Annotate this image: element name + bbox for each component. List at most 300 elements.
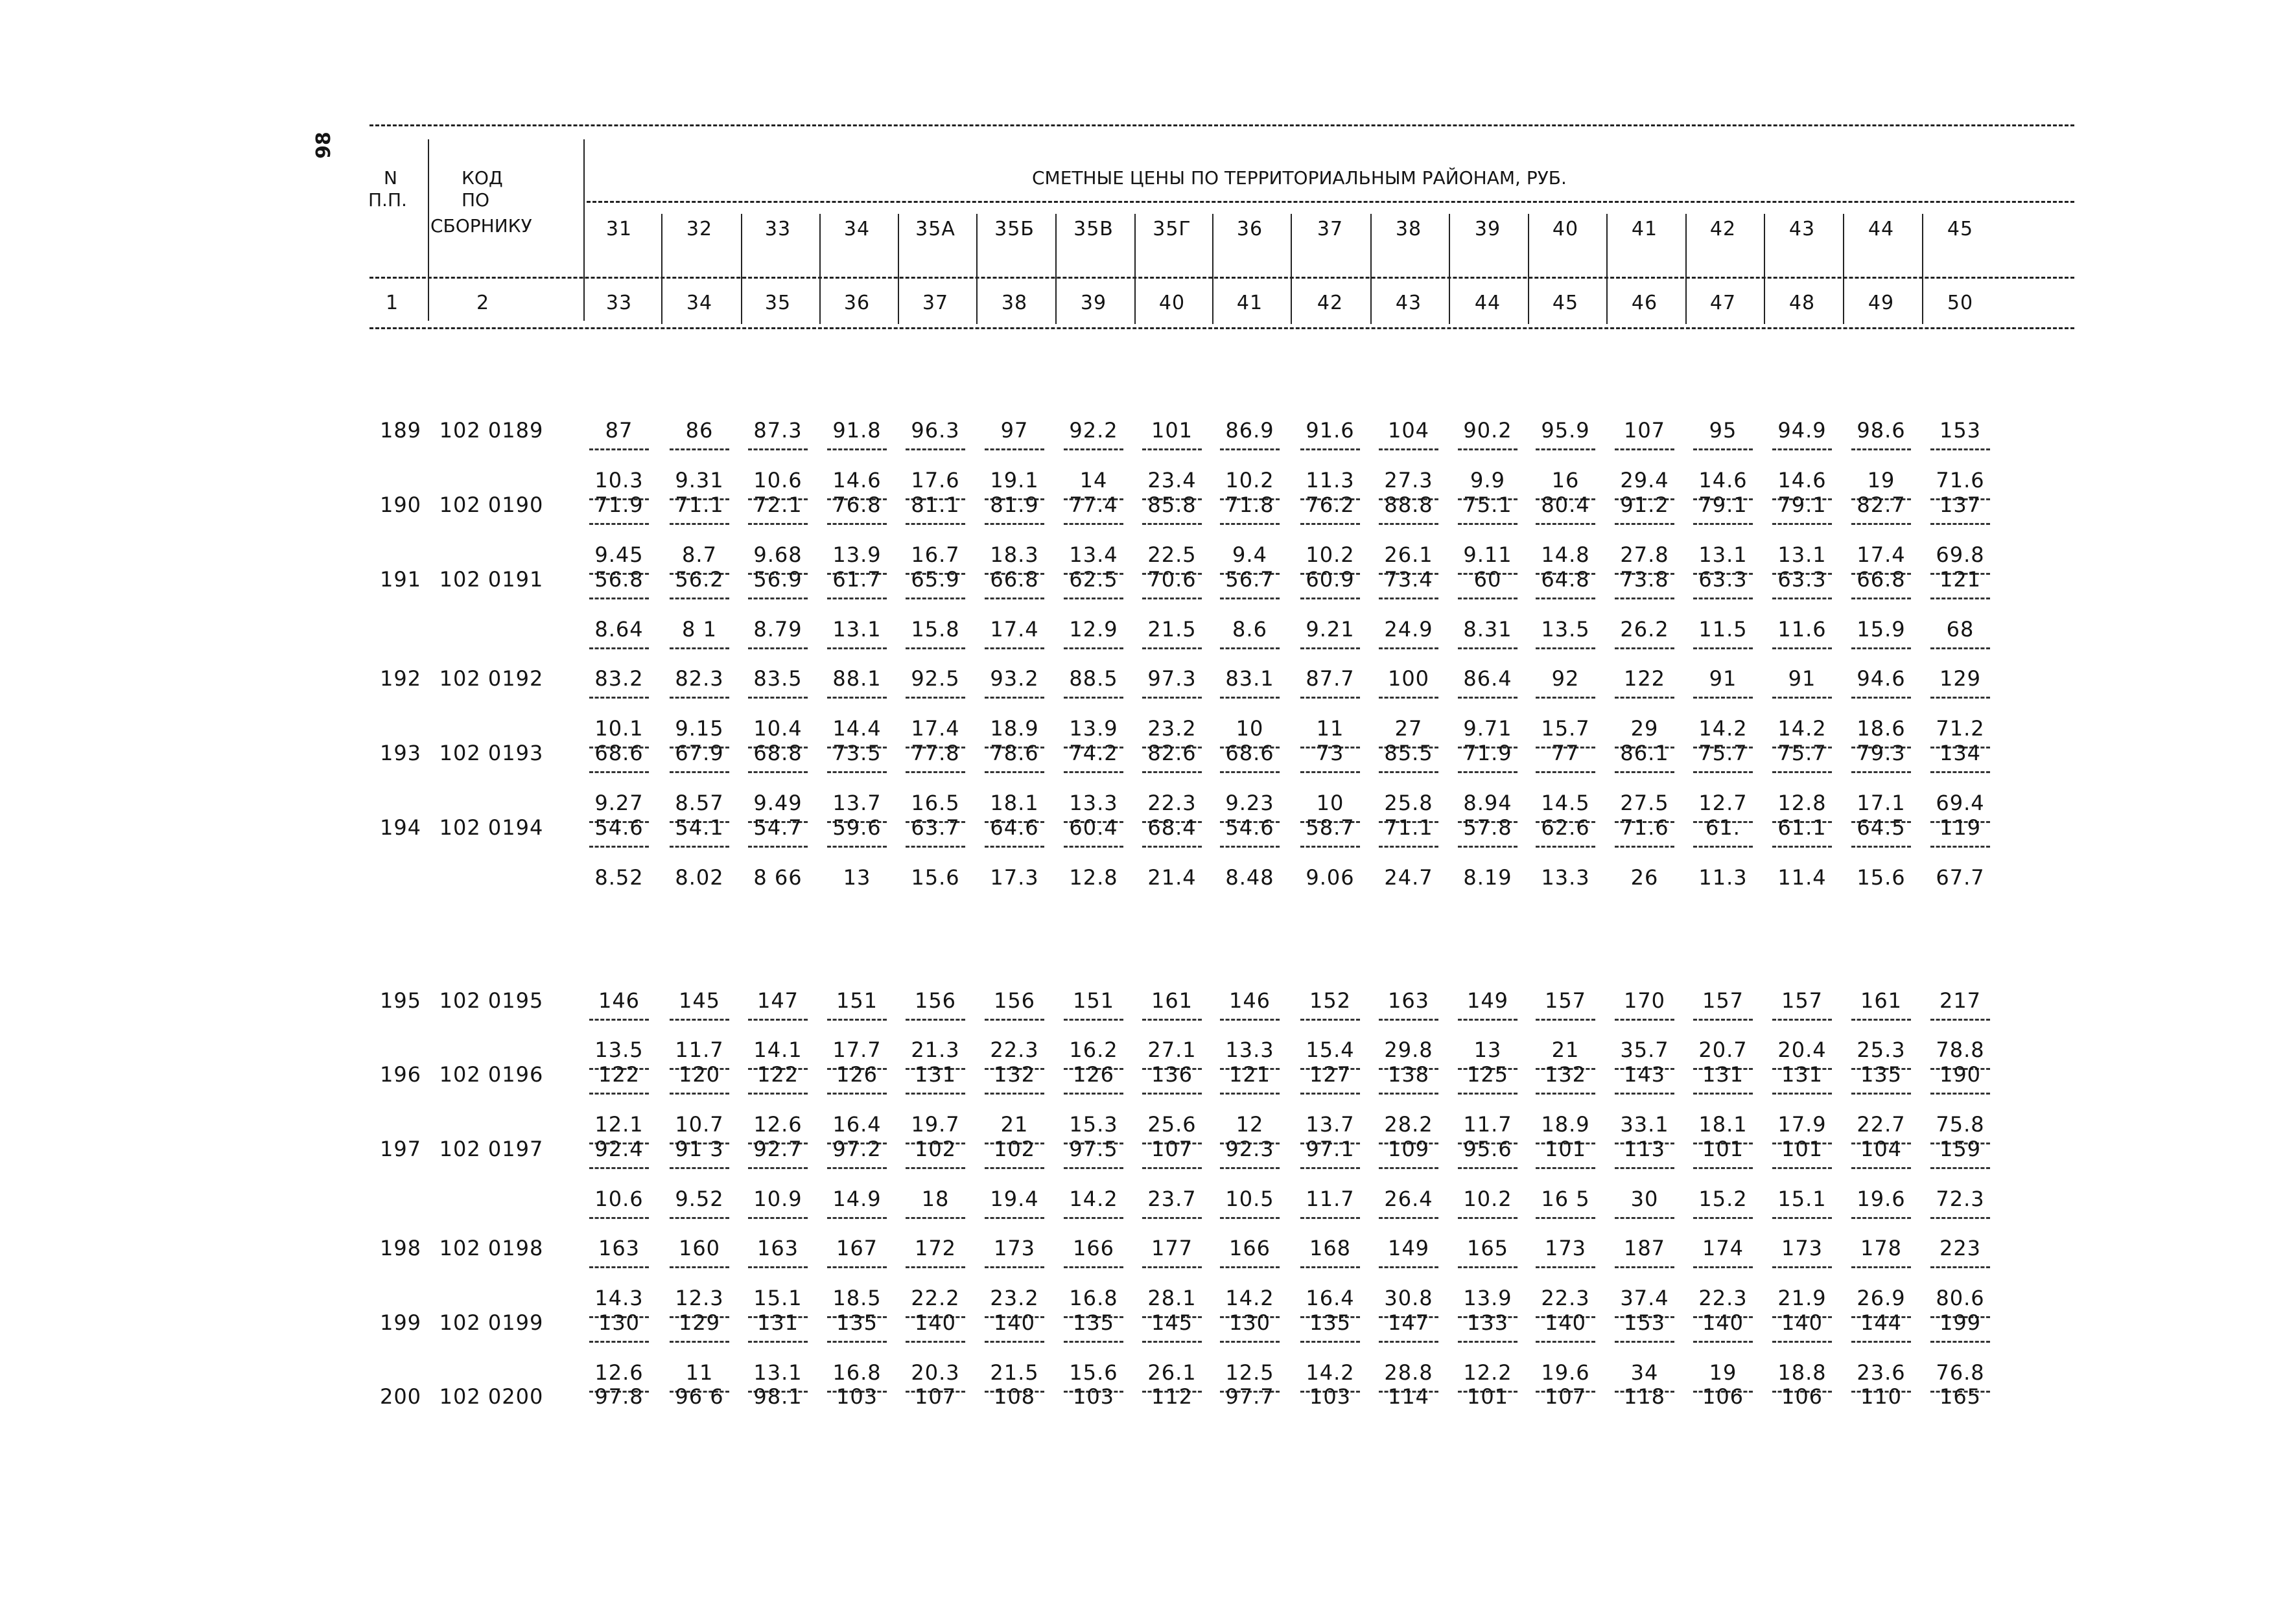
value-dash-separator — [1930, 1167, 1990, 1169]
value-dash-separator — [1300, 1167, 1360, 1169]
table-cell: 19.6 — [1857, 1187, 1906, 1211]
table-cell: 17.3 — [990, 865, 1039, 890]
table-cell: 13.4 — [1069, 542, 1118, 567]
header-column-divider — [1449, 214, 1450, 324]
table-cell: 9.4 — [1232, 542, 1267, 567]
table-cell: 161 — [1151, 988, 1193, 1013]
table-cell: 13.3 — [1225, 1038, 1274, 1062]
row-number: 192 — [379, 666, 422, 691]
table-cell: 92.7 — [753, 1137, 803, 1161]
table-cell: 75.1 — [1463, 493, 1512, 517]
table-cell: 86.4 — [1463, 666, 1512, 691]
table-cell: 11.3 — [1306, 468, 1355, 493]
value-dash-separator — [906, 597, 965, 599]
table-cell: 107 — [1544, 1384, 1587, 1409]
value-dash-separator — [985, 523, 1044, 525]
value-dash-separator — [1772, 1019, 1832, 1021]
value-dash-separator — [1772, 1093, 1832, 1095]
table-cell: 120 — [678, 1062, 721, 1087]
value-dash-separator — [1693, 1341, 1753, 1343]
table-cell: 92.5 — [911, 666, 960, 691]
table-cell: 190 — [1939, 1062, 1982, 1087]
value-dash-separator — [985, 1217, 1044, 1219]
value-dash-separator — [1064, 523, 1123, 525]
table-cell: 22.2 — [911, 1286, 960, 1310]
table-cell: 21.9 — [1777, 1286, 1827, 1310]
table-cell: 71.8 — [1225, 493, 1274, 517]
table-cell: 166 — [1228, 1236, 1271, 1260]
value-dash-separator — [1458, 846, 1517, 848]
value-dash-separator — [1142, 647, 1202, 649]
table-cell: 14.3 — [594, 1286, 644, 1310]
table-cell: 94.9 — [1777, 418, 1827, 443]
header-column-divider — [741, 214, 742, 324]
table-cell: 75.7 — [1777, 741, 1827, 765]
table-cell: 25.6 — [1147, 1112, 1197, 1137]
index-row-cell: 34 — [686, 292, 713, 314]
table-cell: 14.8 — [1541, 542, 1590, 567]
table-cell: 163 — [756, 1236, 799, 1260]
value-dash-separator — [906, 1019, 965, 1021]
table-cell: 174 — [1702, 1236, 1744, 1260]
table-cell: 13.9 — [832, 542, 882, 567]
value-dash-separator — [1930, 1093, 1990, 1095]
table-cell: 19 — [1867, 468, 1895, 493]
table-cell: 29 — [1630, 716, 1659, 741]
table-cell: 12.9 — [1069, 617, 1118, 642]
value-dash-separator — [1458, 448, 1517, 450]
table-cell: 8.94 — [1463, 791, 1512, 815]
value-dash-separator — [1300, 771, 1360, 773]
table-cell: 10.5 — [1225, 1187, 1274, 1211]
value-dash-separator — [670, 846, 729, 848]
table-cell: 145 — [1151, 1310, 1193, 1335]
value-dash-separator — [1458, 1217, 1517, 1219]
table-cell: 106 — [1781, 1384, 1823, 1409]
table-cell: 66.8 — [1857, 567, 1906, 592]
table-cell: 8.19 — [1463, 865, 1512, 890]
index-row-cell: 42 — [1317, 292, 1344, 314]
district-column-header: 44 — [1868, 218, 1895, 240]
row-code: 102 0193 — [439, 741, 544, 765]
value-dash-separator — [1220, 1341, 1280, 1343]
table-cell: 11.7 — [1306, 1187, 1355, 1211]
table-cell: 92.4 — [594, 1137, 644, 1161]
table-cell: 10 — [1236, 716, 1264, 741]
district-column-header: 43 — [1788, 218, 1816, 240]
value-dash-separator — [827, 448, 887, 450]
table-cell: 144 — [1860, 1310, 1903, 1335]
value-dash-separator — [748, 1217, 808, 1219]
value-dash-separator — [589, 1341, 649, 1343]
value-dash-separator — [1851, 1341, 1911, 1343]
table-cell: 8.52 — [594, 865, 644, 890]
table-cell: 15.3 — [1069, 1112, 1118, 1137]
table-cell: 13.5 — [1541, 617, 1590, 642]
table-cell: 9.23 — [1225, 791, 1274, 815]
table-cell: 146 — [598, 988, 640, 1013]
table-cell: 68 — [1946, 617, 1974, 642]
table-cell: 14.2 — [1069, 1187, 1118, 1211]
value-dash-separator — [1615, 1167, 1674, 1169]
header-column-divider — [1528, 214, 1529, 324]
table-cell: 12.7 — [1698, 791, 1748, 815]
table-cell: 16.2 — [1069, 1038, 1118, 1062]
table-cell: 94.6 — [1857, 666, 1906, 691]
table-cell: 114 — [1387, 1384, 1430, 1409]
table-cell: 157 — [1544, 988, 1587, 1013]
table-cell: 79.3 — [1857, 741, 1906, 765]
table-cell: 71.1 — [1384, 815, 1433, 840]
row-number: 191 — [379, 567, 422, 592]
table-cell: 82.6 — [1147, 741, 1197, 765]
row-number: 193 — [379, 741, 422, 765]
value-dash-separator — [906, 1167, 965, 1169]
value-dash-separator — [1615, 523, 1674, 525]
value-dash-separator — [1536, 448, 1595, 450]
table-cell: 27.5 — [1620, 791, 1669, 815]
header-column-divider — [819, 214, 821, 324]
table-cell: 18.9 — [990, 716, 1039, 741]
row-code: 102 0190 — [439, 493, 544, 517]
value-dash-separator — [1300, 1266, 1360, 1268]
value-dash-separator — [589, 523, 649, 525]
table-cell: 91 — [1788, 666, 1816, 691]
value-dash-separator — [1772, 647, 1832, 649]
table-cell: 87 — [605, 418, 633, 443]
row-number: 194 — [379, 815, 422, 840]
table-cell: 80.6 — [1936, 1286, 1985, 1310]
value-dash-separator — [1851, 523, 1911, 525]
table-cell: 57.8 — [1463, 815, 1512, 840]
district-column-header: 38 — [1395, 218, 1422, 240]
value-dash-separator — [1064, 647, 1123, 649]
table-cell: 10.3 — [594, 468, 644, 493]
table-cell: 199 — [1939, 1310, 1982, 1335]
table-cell: 68.6 — [1225, 741, 1274, 765]
value-dash-separator — [985, 697, 1044, 699]
row-code: 102 0191 — [439, 567, 544, 592]
table-cell: 60.4 — [1069, 815, 1118, 840]
value-dash-separator — [589, 647, 649, 649]
value-dash-separator — [1615, 1266, 1674, 1268]
table-cell: 17.9 — [1777, 1112, 1827, 1137]
table-cell: 19 — [1709, 1360, 1737, 1385]
table-cell: 67.7 — [1936, 865, 1985, 890]
value-dash-separator — [1379, 647, 1438, 649]
value-dash-separator — [748, 597, 808, 599]
value-dash-separator — [906, 1093, 965, 1095]
row-number: 198 — [379, 1236, 422, 1260]
table-cell: 76.8 — [1936, 1360, 1985, 1385]
row-code: 102 0195 — [439, 988, 544, 1013]
table-cell: 173 — [1544, 1236, 1587, 1260]
value-dash-separator — [1379, 1093, 1438, 1095]
header-num-label: N — [384, 167, 397, 189]
table-cell: 106 — [1702, 1384, 1744, 1409]
table-cell: 58.7 — [1306, 815, 1355, 840]
value-dash-separator — [827, 523, 887, 525]
header-column-divider — [1843, 214, 1844, 324]
value-dash-separator — [1851, 1266, 1911, 1268]
header-column-divider — [1055, 214, 1057, 324]
row-code: 102 0189 — [439, 418, 544, 443]
table-cell: 153 — [1623, 1310, 1666, 1335]
table-cell: 90.2 — [1463, 418, 1512, 443]
table-cell: 73 — [1316, 741, 1344, 765]
value-dash-separator — [985, 597, 1044, 599]
table-cell: 23.2 — [1147, 716, 1197, 741]
table-cell: 15.1 — [1777, 1187, 1827, 1211]
table-cell: 147 — [1387, 1310, 1430, 1335]
table-cell: 21 — [1551, 1038, 1580, 1062]
value-dash-separator — [1458, 771, 1517, 773]
district-column-header: 32 — [686, 218, 713, 240]
header-column-divider — [1370, 214, 1372, 324]
table-cell: 69.4 — [1936, 791, 1985, 815]
table-cell: 8.02 — [675, 865, 724, 890]
header-code-label: КОД — [462, 167, 503, 189]
table-cell: 170 — [1623, 988, 1666, 1013]
table-cell: 78.6 — [990, 741, 1039, 765]
table-cell: 157 — [1781, 988, 1823, 1013]
table-cell: 79.1 — [1698, 493, 1748, 517]
table-cell: 30.8 — [1384, 1286, 1433, 1310]
value-dash-separator — [827, 1167, 887, 1169]
table-cell: 122 — [598, 1062, 640, 1087]
table-cell: 21.5 — [990, 1360, 1039, 1385]
table-cell: 138 — [1387, 1062, 1430, 1087]
row-number: 190 — [379, 493, 422, 517]
table-cell: 130 — [598, 1310, 640, 1335]
table-cell: 8.64 — [594, 617, 644, 642]
value-dash-separator — [670, 1341, 729, 1343]
value-dash-separator — [589, 1167, 649, 1169]
table-cell: 73.5 — [832, 741, 882, 765]
district-column-header: 41 — [1631, 218, 1658, 240]
district-column-header: 35А — [915, 218, 955, 240]
value-dash-separator — [906, 1341, 965, 1343]
table-cell: 16.8 — [1069, 1286, 1118, 1310]
value-dash-separator — [1536, 1093, 1595, 1095]
table-cell: 132 — [1544, 1062, 1587, 1087]
value-dash-separator — [748, 448, 808, 450]
value-dash-separator — [1142, 1341, 1202, 1343]
value-dash-separator — [985, 1167, 1044, 1169]
value-dash-separator — [670, 523, 729, 525]
table-cell: 13.5 — [594, 1038, 644, 1062]
table-cell: 35.7 — [1620, 1038, 1669, 1062]
table-cell: 63.3 — [1698, 567, 1748, 592]
value-dash-separator — [827, 846, 887, 848]
table-cell: 69.8 — [1936, 542, 1985, 567]
value-dash-separator — [1300, 448, 1360, 450]
district-column-header: 33 — [764, 218, 791, 240]
table-cell: 96 6 — [675, 1384, 724, 1409]
value-dash-separator — [1693, 597, 1753, 599]
value-dash-separator — [589, 1266, 649, 1268]
table-cell: 77.8 — [911, 741, 960, 765]
table-cell: 11 — [1316, 716, 1344, 741]
table-cell: 9.49 — [753, 791, 803, 815]
table-cell: 102 — [914, 1137, 957, 1161]
table-cell: 97.5 — [1069, 1137, 1118, 1161]
value-dash-separator — [1458, 697, 1517, 699]
value-dash-separator — [1142, 448, 1202, 450]
value-dash-separator — [1772, 448, 1832, 450]
table-cell: 9.31 — [675, 468, 724, 493]
table-cell: 11.4 — [1777, 865, 1827, 890]
table-cell: 62.6 — [1541, 815, 1590, 840]
table-cell: 104 — [1387, 418, 1430, 443]
value-dash-separator — [1220, 1093, 1280, 1095]
value-dash-separator — [1379, 1341, 1438, 1343]
value-dash-separator — [985, 846, 1044, 848]
value-dash-separator — [748, 1093, 808, 1095]
value-dash-separator — [1458, 523, 1517, 525]
value-dash-separator — [827, 771, 887, 773]
table-cell: 56.8 — [594, 567, 644, 592]
value-dash-separator — [1930, 846, 1990, 848]
table-cell: 13.7 — [1306, 1112, 1355, 1137]
value-dash-separator — [1300, 647, 1360, 649]
table-cell: 15.4 — [1306, 1038, 1355, 1062]
table-cell: 18.3 — [990, 542, 1039, 567]
table-cell: 86.1 — [1620, 741, 1669, 765]
value-dash-separator — [748, 771, 808, 773]
table-cell: 140 — [1702, 1310, 1744, 1335]
district-column-header: 45 — [1947, 218, 1974, 240]
index-row-cell: 45 — [1552, 292, 1579, 314]
table-cell: 76.8 — [832, 493, 882, 517]
table-cell: 10 — [1316, 791, 1344, 815]
table-cell: 25.3 — [1857, 1038, 1906, 1062]
value-dash-separator — [1064, 1266, 1123, 1268]
table-cell: 16.4 — [1306, 1286, 1355, 1310]
table-cell: 14.2 — [1777, 716, 1827, 741]
value-dash-separator — [1536, 1019, 1595, 1021]
table-cell: 151 — [1072, 988, 1115, 1013]
district-column-header: 35Г — [1153, 218, 1191, 240]
table-cell: 73.8 — [1620, 567, 1669, 592]
table-cell: 91.8 — [832, 418, 882, 443]
index-row-cell: 46 — [1631, 292, 1658, 314]
table-cell: 107 — [914, 1384, 957, 1409]
table-cell: 135 — [836, 1310, 878, 1335]
table-cell: 101 — [1151, 418, 1193, 443]
table-cell: 10.6 — [594, 1187, 644, 1211]
table-cell: 131 — [756, 1310, 799, 1335]
value-dash-separator — [1772, 1217, 1832, 1219]
value-dash-separator — [748, 647, 808, 649]
table-cell: 18.8 — [1777, 1360, 1827, 1385]
table-cell: 64.5 — [1857, 815, 1906, 840]
table-cell: 8 1 — [682, 617, 717, 642]
table-cell: 17.4 — [990, 617, 1039, 642]
table-cell: 72.1 — [753, 493, 803, 517]
table-cell: 149 — [1466, 988, 1509, 1013]
table-cell: 16 5 — [1541, 1187, 1590, 1211]
table-cell: 168 — [1309, 1236, 1352, 1260]
index-row-cell: 36 — [843, 292, 871, 314]
value-dash-separator — [670, 1093, 729, 1095]
table-cell: 12.8 — [1777, 791, 1827, 815]
table-cell: 11 — [685, 1360, 714, 1385]
table-cell: 29.8 — [1384, 1038, 1433, 1062]
value-dash-separator — [589, 846, 649, 848]
value-dash-separator — [1220, 1167, 1280, 1169]
value-dash-separator — [1930, 597, 1990, 599]
table-cell: 135 — [1860, 1062, 1903, 1087]
table-cell: 10.6 — [753, 468, 803, 493]
table-cell: 13.9 — [1463, 1286, 1512, 1310]
table-cell: 16.8 — [832, 1360, 882, 1385]
value-dash-separator — [906, 846, 965, 848]
value-dash-separator — [1772, 1266, 1832, 1268]
value-dash-separator — [1851, 1019, 1911, 1021]
table-cell: 126 — [836, 1062, 878, 1087]
index-row-cell: 48 — [1788, 292, 1816, 314]
value-dash-separator — [1300, 1217, 1360, 1219]
table-cell: 23.4 — [1147, 468, 1197, 493]
table-cell: 18.1 — [990, 791, 1039, 815]
table-cell: 65.9 — [911, 567, 960, 592]
table-cell: 9.15 — [675, 716, 724, 741]
row-code: 102 0200 — [439, 1384, 544, 1409]
table-cell: 18.6 — [1857, 716, 1906, 741]
table-cell: 143 — [1623, 1062, 1666, 1087]
index-row-cell: 2 — [476, 292, 490, 314]
value-dash-separator — [1693, 523, 1753, 525]
index-row-cell: 40 — [1158, 292, 1186, 314]
table-cell: 9.9 — [1470, 468, 1505, 493]
header-code-label-2: ПО — [462, 189, 490, 211]
table-cell: 9.27 — [594, 791, 644, 815]
table-cell: 20.7 — [1698, 1038, 1748, 1062]
value-dash-separator — [827, 1019, 887, 1021]
table-cell: 54.6 — [1225, 815, 1274, 840]
table-cell: 97.1 — [1306, 1137, 1355, 1161]
table-cell: 14.2 — [1698, 716, 1748, 741]
table-cell: 135 — [1309, 1310, 1352, 1335]
table-cell: 17.4 — [911, 716, 960, 741]
value-dash-separator — [1615, 771, 1674, 773]
table-cell: 95 — [1709, 418, 1737, 443]
value-dash-separator — [1379, 1266, 1438, 1268]
value-dash-separator — [827, 647, 887, 649]
table-cell: 30 — [1630, 1187, 1659, 1211]
header-column-divider — [1212, 214, 1213, 324]
table-cell: 64.6 — [990, 815, 1039, 840]
table-cell: 21 — [1000, 1112, 1029, 1137]
table-cell: 101 — [1466, 1384, 1509, 1409]
table-cell: 86 — [685, 418, 714, 443]
value-dash-separator — [1930, 1266, 1990, 1268]
value-dash-separator — [1930, 1341, 1990, 1343]
value-dash-separator — [1300, 1341, 1360, 1343]
table-cell: 22.7 — [1857, 1112, 1906, 1137]
table-cell: 34 — [1630, 1360, 1659, 1385]
table-cell: 163 — [1387, 988, 1430, 1013]
table-cell: 100 — [1387, 666, 1430, 691]
table-cell: 102 — [993, 1137, 1036, 1161]
value-dash-separator — [1615, 846, 1674, 848]
value-dash-separator — [1458, 1167, 1517, 1169]
value-dash-separator — [670, 448, 729, 450]
table-cell: 26.2 — [1620, 617, 1669, 642]
value-dash-separator — [1379, 1217, 1438, 1219]
table-cell: 140 — [1781, 1310, 1823, 1335]
